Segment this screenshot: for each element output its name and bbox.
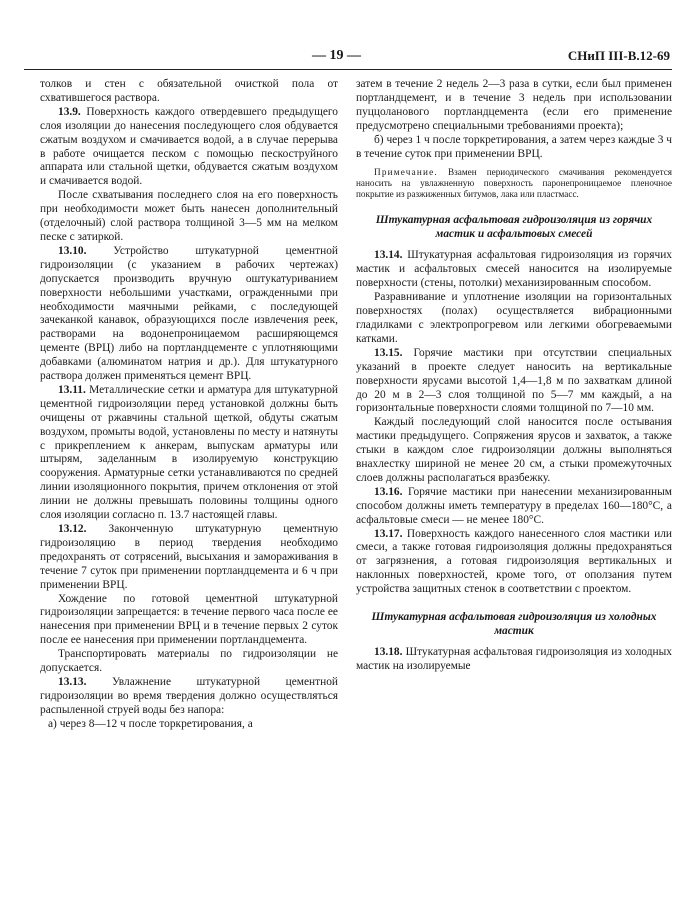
clause-number: 13.14. xyxy=(374,249,403,262)
clause-13-18 xyxy=(356,646,672,674)
section-heading: Штукатурная асфальтовая гидроизоляция из холодных мастик xyxy=(371,611,657,637)
clause-13-16 xyxy=(356,486,672,528)
note-label: Примечание. xyxy=(374,167,438,178)
paragraph: Разравнивание и уплотнение изоляции на горизонтальных поверхностях (полах) осуществляется вибрационными гладилками с электропрогревом или легкими обогреваемыми катками. xyxy=(356,291,672,345)
page-number: — 19 — xyxy=(312,48,361,63)
clause-text: Поверхность каждого нанесенного слоя мастики или смеси, а также готовая гидроизоляция должны предохраняться от загрязнения, а готовая гидроизоляция вертикальных и наклонных поверхностей, кроме того, от оползания путем устройства защитных стенок в соответствии с проектом. xyxy=(356,527,672,596)
clause-number: 13.11. xyxy=(58,383,86,396)
clause-text: Увлажнение штукатурной цементной гидроизоляции во время твердения должно осуществляться распыленной струей воды без напора: xyxy=(40,675,338,716)
paragraph: затем в течение 2 недель 2—3 раза в сутки, если был применен портландцемент, и в течение 3 недель при использовании пуццоланового портландцемента (если его применение предусмотрено специальными требованиями проекта); xyxy=(356,78,672,132)
clause-13-9 xyxy=(40,106,338,189)
clause-13-12 xyxy=(40,523,338,593)
clause-number: 13.17. xyxy=(374,527,403,540)
clause-text: Металлические сетки и арматура для штукатурной цементной гидроизоляции перед установкой должны быть очищены от ржавчины стальной щеткой, обдуты сжатым воздухом, промыты водой, установлены по месту и натянуты с прикреплением к анкерам, выпускам арматуры или штырям, заделанным в изолируемую конструкцию сооружения. Арматурные сетки устанавливаются по средней линии изоляционного покрытия, причем отклонения от этой линии не должны превышать половины толщины одного слоя изоляции согласно п. 13.7 настоящей главы. xyxy=(40,383,338,522)
clause-13-13 xyxy=(40,676,338,718)
note-text: Взамен периодического смачивания рекомендуется наносить на увлажненную поверхность паронепроницаемое пленочное покрытие из разжиженных битумов, лака или пластмасс. xyxy=(356,167,673,200)
clause-number: 13.10. xyxy=(58,244,87,257)
left-column xyxy=(40,78,338,732)
clause-13-14 xyxy=(356,249,672,291)
header-rule xyxy=(24,69,672,70)
clause-13-17 xyxy=(356,528,672,598)
paragraph: Хождение по готовой цементной штукатурной гидроизоляции запрещается: в течение первого часа после ее нанесения при применении ВРЦ и в течение первых 2 суток после ее нанесения при применении портландцемента. xyxy=(40,592,338,647)
clause-text: Штукатурная асфальтовая гидроизоляция из холодных мастик на изолируемые xyxy=(356,646,672,672)
paragraph: Транспортировать материалы по гидроизоляции не допускается. xyxy=(40,648,338,675)
clause-text: Горячие мастики при нанесении механизированным способом должны иметь температуру в пределах 160—180°С, а асфальтовые смеси — не менее 180°С. xyxy=(356,485,672,526)
clause-text: Устройство штукатурной цементной гидроизоляции (с указанием в рабочих чертежах) допускается производить вручную оштукатуриванием поверхности небольшими участками, огражденными при необходимости маячными рейками, с последующей зачеканкой канавок, образующихся после извлечения реек, растворами на водонепроницаемом расширяющемся цементе (ВРЦ) либо на портландцементе с уплотняющими добавками (алюминатом натрия и др.). Для штукатурного раствора должен применяться цемент ВРЦ. xyxy=(40,244,338,383)
list-item: а) через 8—12 ч после торкретирования, а xyxy=(48,717,253,730)
list-item: б) через 1 ч после торкретирования, а затем через каждые 3 ч в течение суток при применении ВРЦ. xyxy=(356,133,672,160)
clause-number: 13.15. xyxy=(374,346,403,359)
clause-number: 13.9. xyxy=(58,105,81,118)
paragraph: толков и стен с обязательной очисткой пола от схватившегося раствора. xyxy=(40,78,338,104)
clause-13-15 xyxy=(356,347,672,417)
paragraph: Каждый последующий слой наносится после остывания мастики предыдущего. Сопряжения ярусов и захваток, а также стыки в каждом слое гидроизоляции должны выполняться внахлестку шириной не менее 20 см, а стыки промежуточных слоев должны располагаться вразбежку. xyxy=(356,416,672,484)
clause-number: 13.16. xyxy=(374,485,403,498)
note xyxy=(356,167,672,200)
paragraph: После схватывания последнего слоя на его поверхность при необходимости может быть нанесен дополнительный (отделочный) слой раствора толщиной 3—5 мм на мелком песке с затиркой. xyxy=(40,189,338,243)
clause-text: Законченную штукатурную цементную гидроизоляцию в период твердения необходимо предохранять от сотрясений, высыхания и замораживания в течение 7 суток при применении портландцемента и 6 ч при применении ВРЦ. xyxy=(40,523,338,591)
clause-13-10 xyxy=(40,245,338,384)
right-column xyxy=(356,78,672,674)
clause-number: 13.12. xyxy=(58,523,87,535)
clause-text: Штукатурная асфальтовая гидроизоляция из горячих мастик и асфальтовых смесей наносится на изолируемые поверхности (стены, потолки) механизированным способом. xyxy=(356,249,672,290)
document-reference: СНиП III-В.12-69 xyxy=(567,48,670,63)
clause-number: 13.13. xyxy=(58,675,87,688)
clause-13-11 xyxy=(40,384,338,523)
clause-text: Поверхность каждого отвердевшего предыдущего слоя изоляции до нанесения последующего слоя обдувается сжатым воздухом и смачивается водой, а в случае перерыва в работе очищается песком с помощью пескоструйного аппарата или стальной щетки, обдувается сжатым воздухом и смачивается водой. xyxy=(40,105,338,188)
page-header xyxy=(0,48,700,68)
section-heading: Штукатурная асфальтовая гидроизоляция из горячих мастик и асфальтовых смесей xyxy=(375,214,653,240)
clause-text: Горячие мастики при отсутствии специальных указаний в проекте следует наносить на вертикальные поверхности ярусами высотой 1,4—1,8 м по захваткам длиной до 20 м в 2—3 слоя толщиной по 5—7 мм каждый, а на горизонтальные поверхности слоями толщиной по 7—10 мм. xyxy=(356,346,672,415)
clause-number: 13.18. xyxy=(374,646,403,659)
